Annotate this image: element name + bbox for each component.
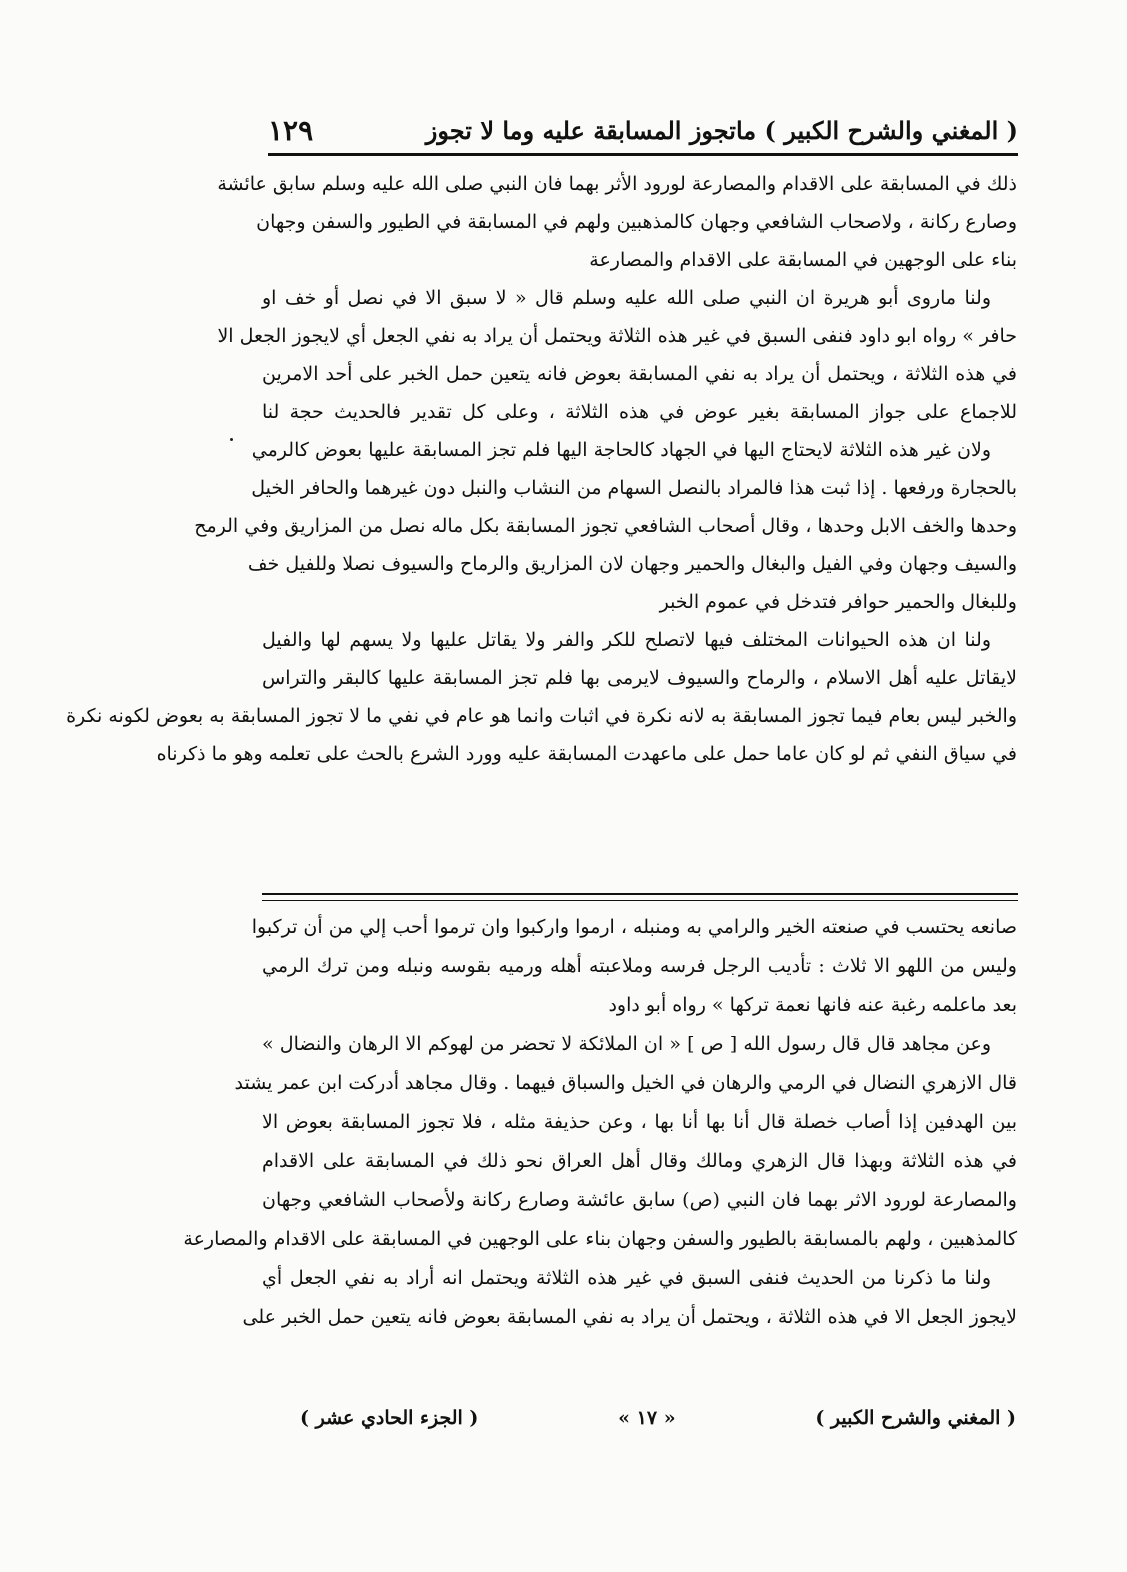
text-line: كالمذهبين ، ولهم بالمسابقة بالطيور والسفن وجهان بناء على الوجهين في المسابقة على الاقدام والمصارعة <box>183 1228 1017 1250</box>
page-header <box>268 108 1018 152</box>
section-divider <box>262 893 1018 901</box>
text-line: في هذه الثلاثة وبهذا قال الزهري ومالك وقال أهل العراق نحو ذلك في المسابقة على الاقدام <box>262 1150 1017 1172</box>
text-line: ولان غير هذه الثلاثة لايحتاج اليها في الجهاد كالحاجة اليها فلم تجز المسابقة عليها بعوض كالرمي <box>251 439 991 461</box>
text-line: وصارع ركانة ، ولاصحاب الشافعي وجهان كالمذهبين ولهم في المسابقة في الطيور والسفن وجهان <box>256 211 1017 233</box>
footer-volume: ( الجزء الحادي عشر ) <box>300 1407 479 1429</box>
commentary-text <box>183 908 1017 1337</box>
text-line: لايجوز الجعل الا في هذه الثلاثة ، ويحتمل أن يراد به نفي المسابقة بعوض فانه يتعين حمل الخبر على <box>242 1306 1017 1328</box>
text-line: بالحجارة ورفعها . إذا ثبت هذا فالمراد بالنصل السهام من النشاب والنبل دون غيرهما والحافر الخيل <box>251 477 1017 499</box>
text-line: حافر » رواه ابو داود فنفى السبق في غير هذه الثلاثة ويحتمل أن يراد به نفي الجعل أي لايجوز الجعل الا <box>217 325 1017 347</box>
text-line: وعن مجاهد قال قال رسول الله [ ص ] « ان الملائكة لا تحضر من لهوكم الا الرهان والنضال » <box>262 1033 991 1055</box>
text-line: صانعه يحتسب في صنعته الخير والرامي به ومنبله ، ارموا واركبوا وان ترموا أحب إلي من أن تركبوا <box>251 916 1017 938</box>
text-line: وليس من اللهو الا ثلاث : تأديب الرجل فرسه وملاعبته أهله ورميه بقوسه ونبله ومن ترك الرمي <box>262 955 1017 977</box>
running-title: ( المغني والشرح الكبير ) ماتجوز المسابقة عليه وما لا تجوز <box>425 115 1018 145</box>
header-rule <box>268 153 1018 156</box>
text-line: وللبغال والحمير حوافر فتدخل في عموم الخبر <box>659 591 1017 613</box>
text-line: ولنا ماروى أبو هريرة ان النبي صلى الله عليه وسلم قال « لا سبق الا في نصل أو خف او <box>262 287 991 309</box>
main-text <box>66 165 1017 773</box>
text-line: للاجماع على جواز المسابقة بغير عوض في هذه الثلاثة ، وعلى كل تقدير فالحديث حجة لنا <box>262 401 1017 423</box>
text-line: ولنا ان هذه الحيوانات المختلف فيها لاتصلح للكر والفر ولا يقاتل عليها ولا يسهم لها والفيل <box>262 629 991 651</box>
text-line: ذلك في المسابقة على الاقدام والمصارعة لورود الأثر بهما فان النبي صلى الله عليه وسلم سابق عائشة <box>217 173 1017 195</box>
text-line: والمصارعة لورود الاثر بهما فان النبي (ص) سابق عائشة وصارع ركانة ولأصحاب الشافعي وجهان <box>262 1189 1017 1211</box>
text-line: والسيف وجهان وفي الفيل والبغال والحمير وجهان لان المزاريق والرماح والسيوف نصلا وللفيل خف <box>247 553 1017 575</box>
text-line: لايقاتل عليه أهل الاسلام ، والرماح والسيوف لايرمى بها فلم تجز المسابقة عليها كالبقر والتراس <box>262 667 1017 689</box>
text-line: في هذه الثلاثة ، ويحتمل أن يراد به نفي المسابقة بعوض فانه يتعين حمل الخبر على أحد الامرين <box>262 363 1017 385</box>
text-line: والخبر ليس بعام فيما تجوز المسابقة به لانه نكرة في اثبات وانما هو عام في نفي ما لا تجوز المسابقة به بعوض لكونه نكرة <box>66 705 1017 727</box>
text-line: ولنا ما ذكرنا من الحديث فنفى السبق في غير هذه الثلاثة ويحتمل انه أراد به نفي الجعل أي <box>262 1267 991 1289</box>
text-line: في سياق النفي ثم لو كان عاما حمل على ماعهدت المسابقة عليه وورد الشرع بالحث على تعلمه وهو ما ذكرناه <box>156 743 1017 765</box>
text-line: وحدها والخف الابل وحدها ، وقال أصحاب الشافعي تجوز المسابقة بكل ماله نصل من المزاريق وفي الرمح <box>194 515 1017 537</box>
text-line: بعد ماعلمه رغبة عنه فانها نعمة تركها » رواه أبو داود <box>608 994 1017 1016</box>
page-footer <box>300 1398 1016 1438</box>
footer-book-title: ( المغني والشرح الكبير ) <box>815 1407 1016 1429</box>
text-line: قال الازهري النضال في الرمي والرهان في الخيل والسباق فيهما . وقال مجاهد أدركت ابن عمر يشتد <box>234 1072 1017 1094</box>
page-number: ١٢٩ <box>268 113 314 147</box>
margin-speck <box>230 438 233 441</box>
footer-signature: « ١٧ » <box>618 1407 676 1429</box>
text-line: بين الهدفين إذا أصاب خصلة قال أنا بها أنا بها ، وعن حذيفة مثله ، فلا تجوز المسابقة بعوض الا <box>262 1111 1017 1133</box>
text-line: بناء على الوجهين في المسابقة على الاقدام والمصارعة <box>589 249 1017 271</box>
